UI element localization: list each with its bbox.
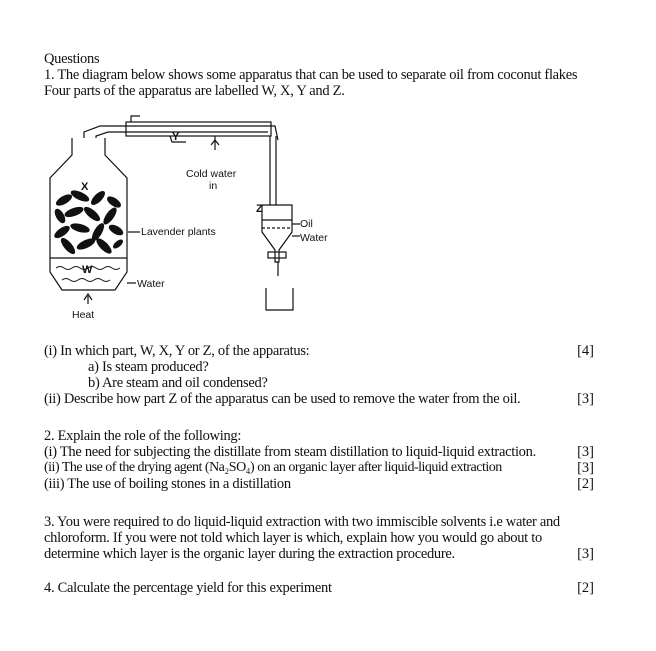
label-y: Y bbox=[172, 131, 180, 143]
label-z: Z bbox=[256, 203, 263, 215]
q1-part-i-marks: [4] bbox=[577, 343, 594, 359]
label-heat: Heat bbox=[72, 309, 95, 321]
q2-item-i: (i) The need for subjecting the distillate from steam distillation to liquid-liquid extraction. bbox=[44, 444, 536, 460]
label-cold-water: Cold water bbox=[186, 168, 237, 180]
q3-line2: chloroform. If you were not told which layer is which, explain how you would go about to bbox=[44, 530, 542, 546]
q1-part-ii: (ii) Describe how part Z of the apparatus can be used to remove the water from the oil. bbox=[44, 391, 521, 407]
q1-part-i: (i) In which part, W, X, Y or Z, of the apparatus: bbox=[44, 343, 310, 359]
stopcock bbox=[268, 252, 286, 258]
q2-item-i-marks: [3] bbox=[577, 444, 594, 460]
label-cold-water-in: in bbox=[209, 180, 218, 192]
q2-item-iii: (iii) The use of boiling stones in a distillation bbox=[44, 476, 291, 492]
q2-item-ii-marks: [3] bbox=[577, 460, 594, 476]
q1-part-i-a: a) Is steam produced? bbox=[88, 359, 209, 375]
label-oil: Oil bbox=[300, 218, 313, 230]
separating-funnel bbox=[262, 205, 292, 262]
condenser-jacket bbox=[126, 122, 271, 136]
q1-intro-line2: Four parts of the apparatus are labelled W, X, Y and Z. bbox=[44, 83, 345, 99]
q3-marks: [3] bbox=[577, 546, 594, 562]
label-water-layer: Water bbox=[300, 232, 328, 244]
q1-part-i-b: b) Are steam and oil condensed? bbox=[88, 375, 268, 391]
q2-item-iii-marks: [2] bbox=[577, 476, 594, 492]
label-lavender-plants: Lavender plants bbox=[141, 226, 216, 238]
q3-line3: determine which layer is the organic layer during the extraction procedure. bbox=[44, 546, 455, 562]
lavender-plants bbox=[52, 188, 125, 256]
collecting-vessel bbox=[266, 288, 293, 310]
label-water: Water bbox=[137, 278, 165, 290]
q4-marks: [2] bbox=[577, 580, 594, 596]
heading: Questions bbox=[44, 51, 100, 67]
q2-item-ii: (ii) The use of the drying agent (Na₂SO₄) on an organic layer after liquid-liquid extraction bbox=[44, 460, 502, 475]
label-w: W bbox=[82, 264, 93, 276]
q3-line1: 3. You were required to do liquid-liquid extraction with two immiscible solvents i.e water and bbox=[44, 514, 560, 530]
q4-line: 4. Calculate the percentage yield for this experiment bbox=[44, 580, 332, 596]
q1-intro-line1: 1. The diagram below shows some apparatus that can be used to separate oil from coconut flakes bbox=[44, 67, 578, 83]
q2-intro: 2. Explain the role of the following: bbox=[44, 428, 242, 444]
label-x: X bbox=[81, 181, 89, 193]
q1-part-ii-marks: [3] bbox=[577, 391, 594, 407]
